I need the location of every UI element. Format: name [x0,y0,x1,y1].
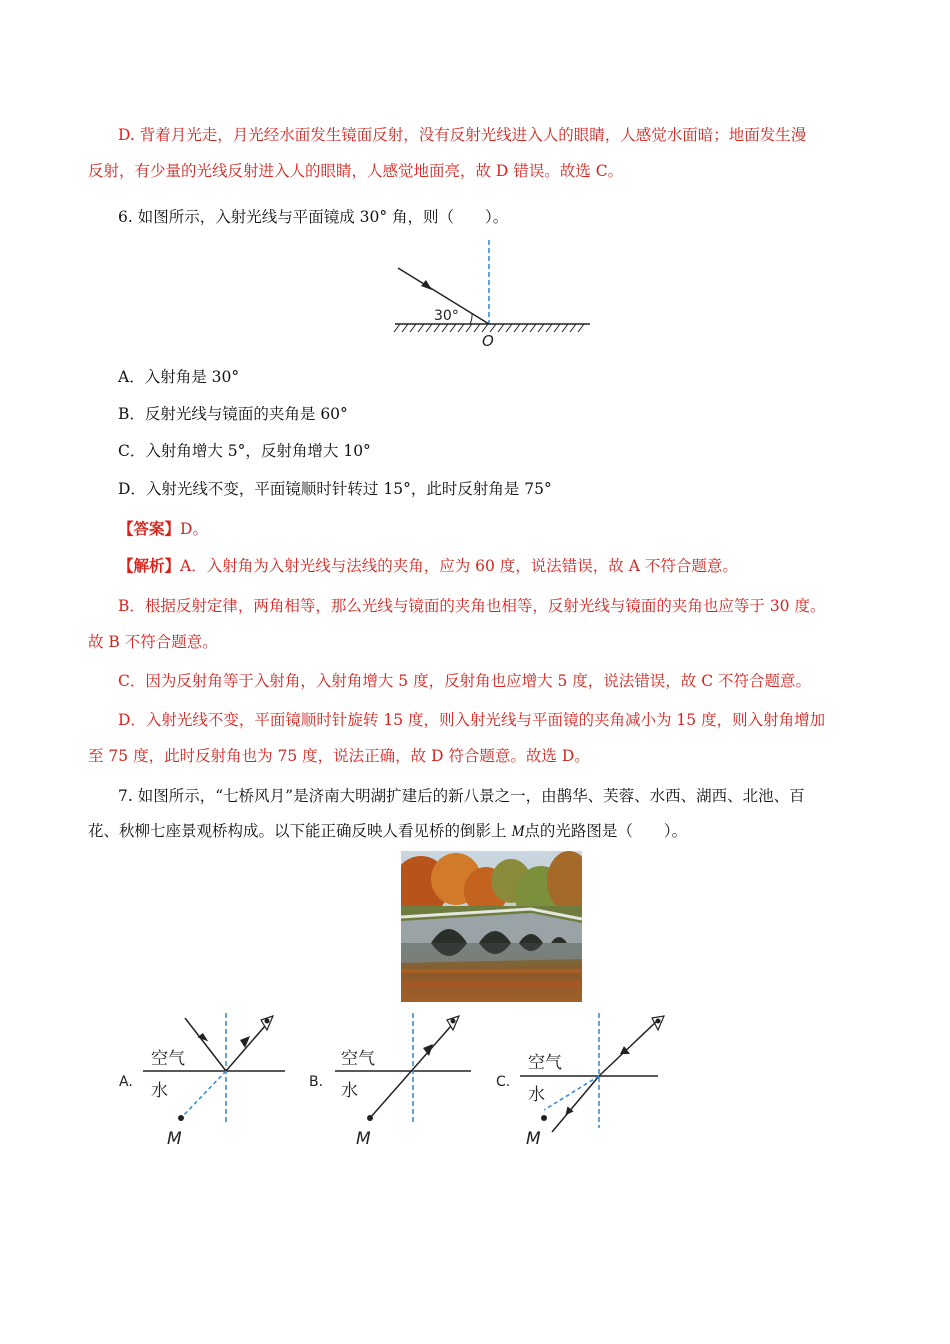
prev-answer-line-1: D. 背着月光走，月光经水面发生镜面反射，没有反射光线进入人的眼睛，人感觉水面暗；地面发生漫 [118,126,807,144]
diagram-a [115,1008,295,1153]
eye-pupil [265,1019,270,1024]
eye-pupil [656,1019,661,1024]
mirror-hatching [394,324,584,332]
point-m-label: M [356,1129,371,1149]
point-m [178,1115,184,1121]
analysis-a [118,555,738,577]
water-label: 水 [528,1085,545,1105]
analysis-d-line-2: 至 75 度，此时反射角也为 75 度，说法正确，故 D 符合题意。故选 D。 [88,747,590,765]
incident-ray [185,1018,226,1071]
mirror-incidence-diagram [390,236,595,348]
bridge-photo [401,851,582,1002]
option-b: B．反射光线与镜面的夹角是 60° [118,405,348,423]
arrow-icon [421,280,432,290]
air-label: 空气 [341,1049,375,1069]
air-label: 空气 [151,1049,185,1069]
arrow-icon [197,1033,209,1045]
refracted-ray [552,1076,599,1132]
point-m-label: M [526,1129,541,1149]
answer-tag: 【答案】 [118,519,181,538]
question-6: 6. 如图所示，入射光线与平面镜成 30° 角，则（ ）。 [118,208,509,226]
diagram-c [492,1008,672,1153]
water-label: 水 [341,1081,358,1101]
analysis-b-line-2: 故 B 不符合题意。 [88,633,218,651]
reflected-ray [226,1026,265,1071]
analysis-b-line-1: B．根据反射定律，两角相等，那么光线与镜面的夹角也相等，反射光线与镜面的夹角也应等于 30 度。 [118,597,826,615]
answer-value: D。 [180,520,208,538]
point-m [367,1115,373,1121]
angle-arc [470,314,472,324]
virtual-ray [181,1071,226,1118]
arrow-icon [423,1044,433,1056]
arrow-icon [240,1036,250,1048]
virtual-ray [544,1076,599,1110]
question-7-line-1: 7. 如图所示，“七桥风月”是济南大明湖扩建后的新八景之一，由鹊华、芙蓉、水西、湖西、北池、百 [118,787,805,805]
option-c: C．入射角增大 5°，反射角增大 10° [118,442,371,460]
diagram-b [305,1008,485,1153]
air-label: 空气 [528,1053,562,1073]
prev-answer-line-2: 反射，有少量的光线反射进入人的眼睛，人感觉地面亮，故 D 错误。故选 C。 [88,162,624,180]
diagram-b-letter: B. [309,1074,324,1090]
incident-ray [599,1020,658,1076]
option-a: A．入射角是 30° [118,368,240,386]
answer-line [118,518,208,540]
question-7-line-2: 花、秋柳七座景观桥构成。以下能正确反映人看见桥的倒影上 M点的光路图是（ ）。 [88,822,688,840]
analysis-d-line-1: D．入射光线不变，平面镜顺时针旋转 15 度，则入射光线与平面镜的夹角减小为 15 度，则入射角增加 [118,711,826,729]
option-d: D．入射光线不变，平面镜顺时针转过 15°，此时反射角是 75° [118,480,552,498]
eye-pupil [451,1019,456,1024]
point-o-label: O [482,332,494,348]
water-label: 水 [151,1081,168,1101]
analysis-a-text: A．入射角为入射光线与法线的夹角，应为 60 度，说法错误，故 A 不符合题意。 [180,557,738,575]
diagram-c-letter: C. [496,1074,511,1090]
angle-label: 30° [434,308,459,324]
refracted-ray [370,1026,451,1118]
point-m-label: M [167,1129,182,1149]
point-m [541,1115,547,1121]
analysis-c: C．因为反射角等于入射角，入射角增大 5 度，反射角也应增大 5 度，说法错误，故 C 不符合题意。 [118,672,812,690]
diagram-a-letter: A. [119,1074,133,1090]
analysis-tag: 【解析】 [118,556,181,575]
